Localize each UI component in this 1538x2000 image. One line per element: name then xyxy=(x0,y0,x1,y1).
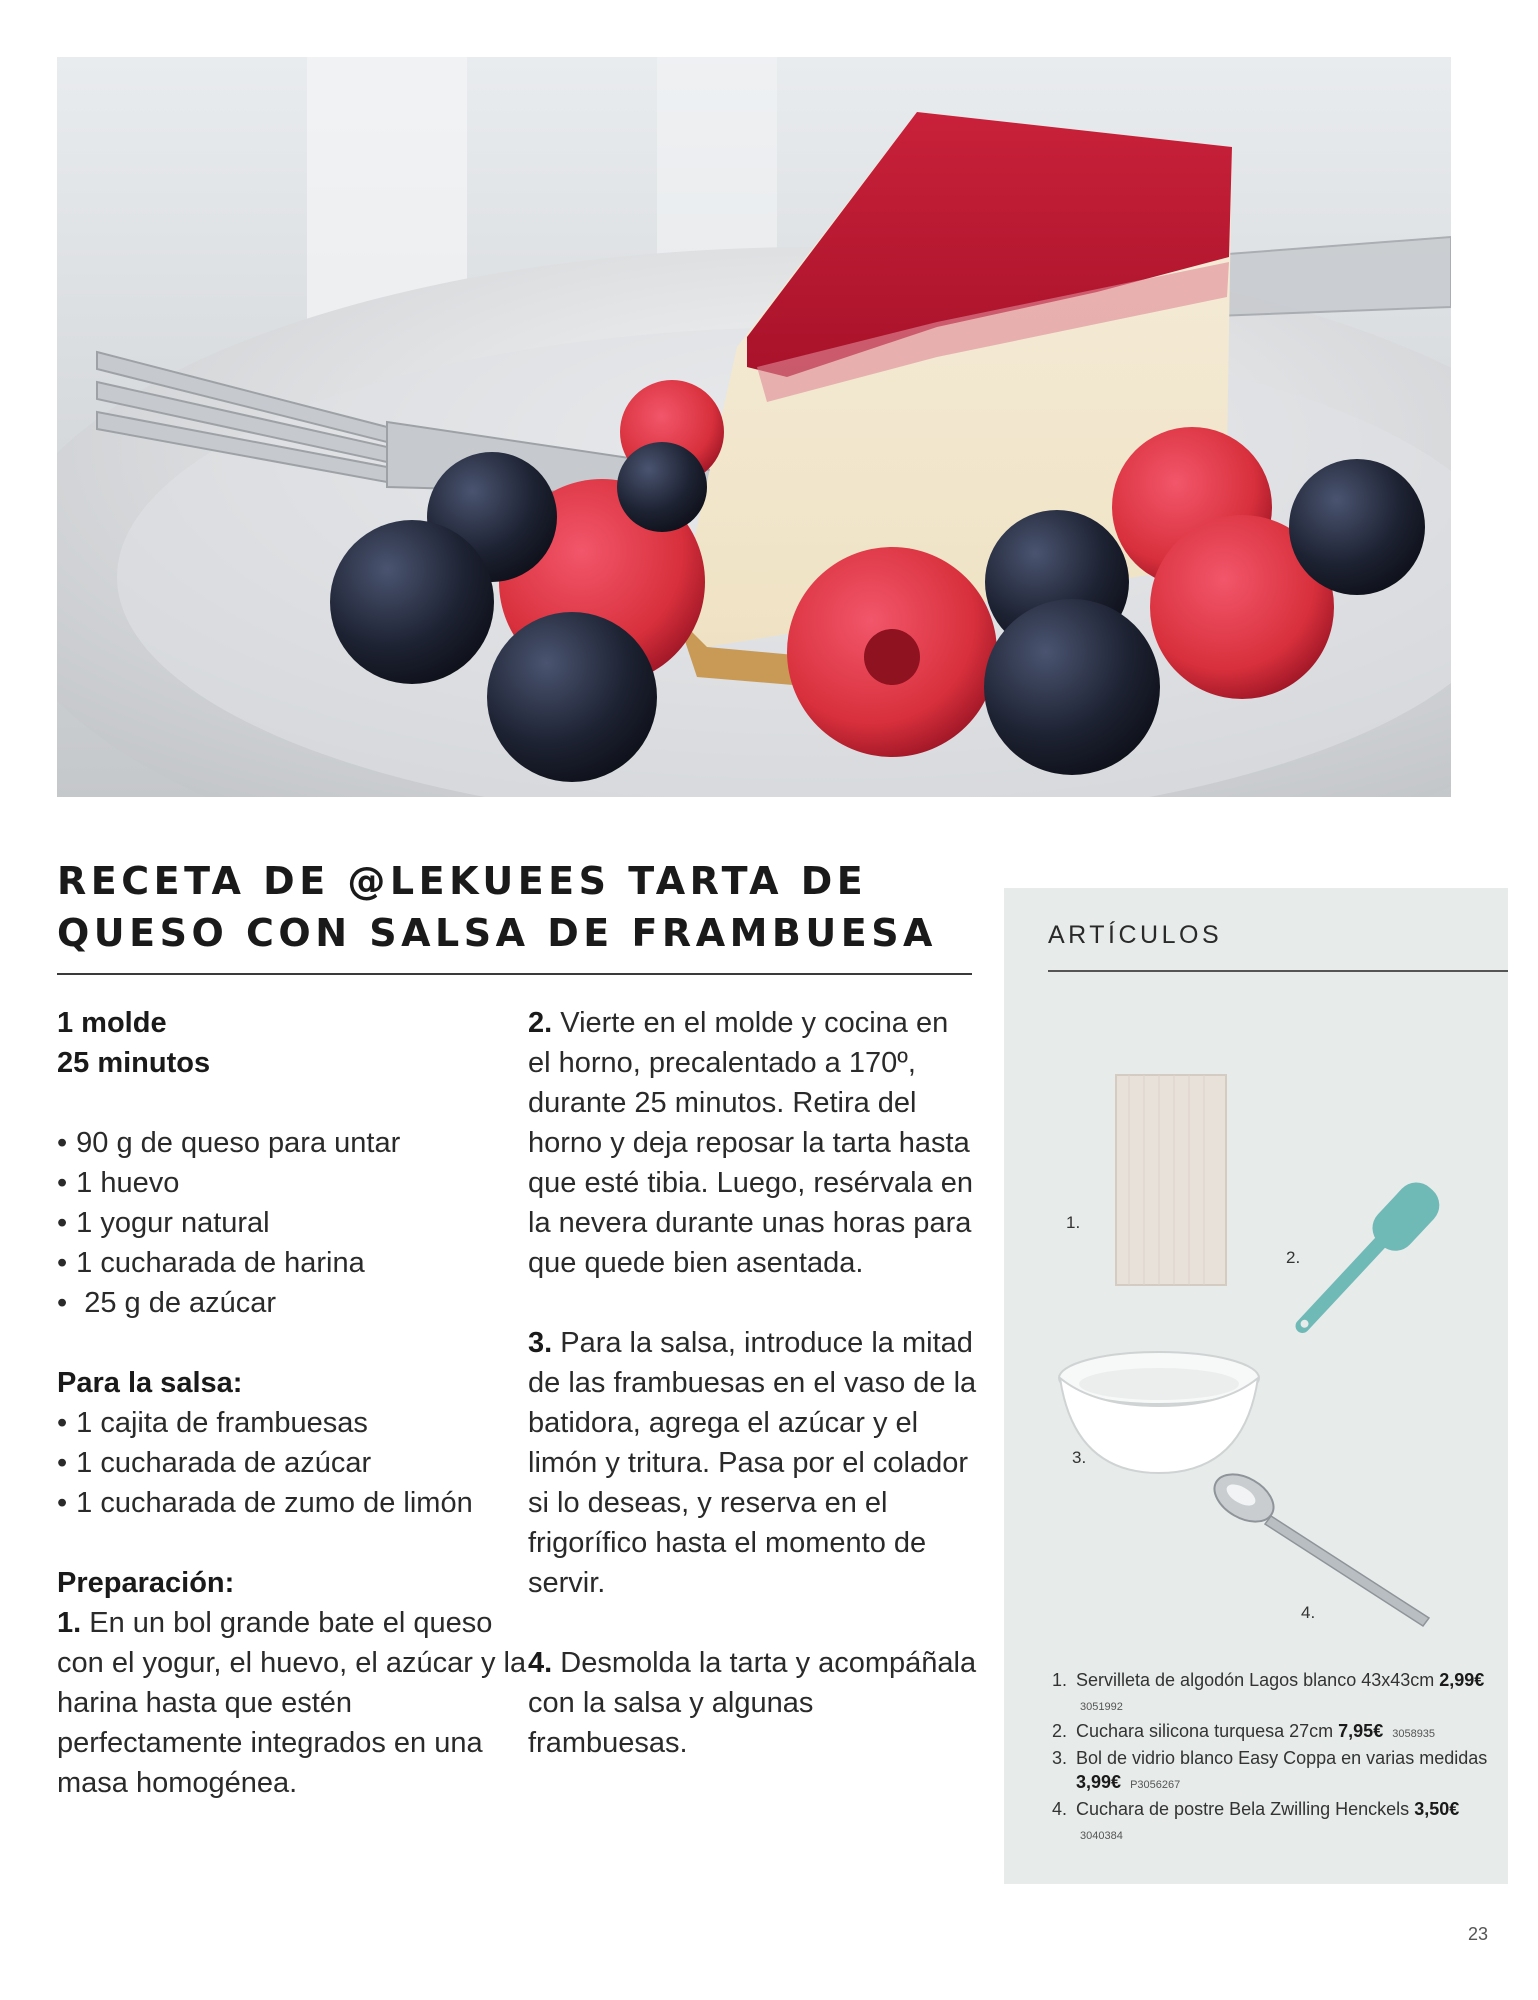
step-number: 1. xyxy=(57,1607,82,1639)
article-ref: P3056267 xyxy=(1130,1779,1181,1791)
article-item[interactable] xyxy=(1052,1797,1492,1848)
article-item[interactable] xyxy=(1052,1746,1492,1797)
article-number: 2. xyxy=(1052,1721,1068,1741)
articles-list xyxy=(1052,1668,1492,1848)
article-price: 2,99€ xyxy=(1439,1670,1485,1690)
ingredient-list xyxy=(57,1123,527,1323)
image-label-2: 2. xyxy=(1286,1248,1301,1267)
ingredient-item: • 1 cucharada de harina xyxy=(57,1243,527,1283)
article-price: 3,50€ xyxy=(1414,1799,1460,1819)
image-label-4: 4. xyxy=(1301,1603,1316,1622)
preparation-heading: Preparación: xyxy=(57,1567,235,1599)
step-3 xyxy=(528,1323,978,1603)
ingredient-item: • 1 yogur natural xyxy=(57,1203,527,1243)
article-item[interactable] xyxy=(1052,1719,1492,1746)
napkin-product-image[interactable] xyxy=(1114,1073,1229,1288)
article-number: 3. xyxy=(1052,1748,1068,1768)
article-ref: 3051992 xyxy=(1080,1701,1123,1713)
image-label-1: 1. xyxy=(1066,1213,1081,1232)
article-name: Cuchara silicona turquesa 27cm xyxy=(1076,1721,1334,1741)
sauce-ingredient-list xyxy=(57,1403,527,1523)
ingredients-column xyxy=(57,1003,527,1803)
recipe-time: 25 minutos xyxy=(57,1047,211,1079)
articles-divider xyxy=(1048,970,1508,972)
page-number: 23 xyxy=(1468,1924,1489,1944)
recipe-title-line2: QUESO CON SALSA DE FRAMBUESA xyxy=(57,911,937,955)
title-divider xyxy=(57,973,972,975)
step-text: Desmolda la tarta y acompáñala con la salsa y algunas frambuesas. xyxy=(528,1647,977,1759)
article-name: Servilleta de algodón Lagos blanco 43x43cm xyxy=(1076,1670,1435,1690)
sauce-ingredient-item: • 1 cajita de frambuesas xyxy=(57,1403,527,1443)
step-number: 4. xyxy=(528,1647,553,1679)
sauce-ingredient-item: • 1 cucharada de azúcar xyxy=(57,1443,527,1483)
image-label-3: 3. xyxy=(1072,1448,1087,1467)
article-name: Bol de vidrio blanco Easy Coppa en varias medidas xyxy=(1076,1748,1488,1768)
article-name: Cuchara de postre Bela Zwilling Henckels xyxy=(1076,1799,1410,1819)
spoon-product-image[interactable] xyxy=(1209,1468,1439,1638)
ingredient-item: • 1 huevo xyxy=(57,1163,527,1203)
sauce-ingredient-item: • 1 cucharada de zumo de limón xyxy=(57,1483,527,1523)
recipe-title xyxy=(57,855,977,959)
ingredient-item: • 25 g de azúcar xyxy=(57,1283,527,1323)
step-text: En un bol grande bate el queso con el yogur, el huevo, el azúcar y la harina hasta que estén perfectamente integrados en una masa homogénea. xyxy=(57,1607,527,1799)
article-price: 7,95€ xyxy=(1338,1721,1384,1741)
articles-panel xyxy=(1004,888,1508,1884)
article-ref: 3040384 xyxy=(1080,1830,1123,1842)
hero-cheesecake-photo xyxy=(57,57,1451,797)
article-item[interactable] xyxy=(1052,1668,1492,1719)
preparation-column xyxy=(528,1003,978,1763)
step-text: Para la salsa, introduce la mitad de las frambuesas en el vaso de la batidora, agrega el azúcar y el limón y tritura. Pasa por el colador si lo deseas, y reserva en el frigorífico hasta el momento de servir. xyxy=(528,1327,977,1599)
step-2 xyxy=(528,1003,978,1283)
article-ref: 3058935 xyxy=(1392,1728,1436,1740)
recipe-title-line1: RECETA DE @LEKUEES TARTA DE xyxy=(57,859,868,903)
articles-title: ARTÍCULOS xyxy=(1048,921,1223,949)
step-number: 3. xyxy=(528,1327,553,1359)
step-text: Vierte en el molde y cocina en el horno, precalentado a 170º, durante 25 minutos. Retira del horno y deja reposar la tarta hasta que esté tibia. Luego, resérvala en la nevera durante unas horas para que quede bien asentada. xyxy=(528,1007,973,1279)
article-number: 4. xyxy=(1052,1799,1068,1819)
sauce-heading: Para la salsa: xyxy=(57,1367,243,1399)
article-number: 1. xyxy=(1052,1670,1068,1690)
cheesecake-image xyxy=(57,57,1451,797)
step-number: 2. xyxy=(528,1007,553,1039)
article-price: 3,99€ xyxy=(1076,1772,1122,1792)
step-4 xyxy=(528,1643,978,1763)
recipe-yield: 1 molde xyxy=(57,1007,167,1039)
ingredient-item: • 90 g de queso para untar xyxy=(57,1123,527,1163)
step-1 xyxy=(57,1603,527,1803)
